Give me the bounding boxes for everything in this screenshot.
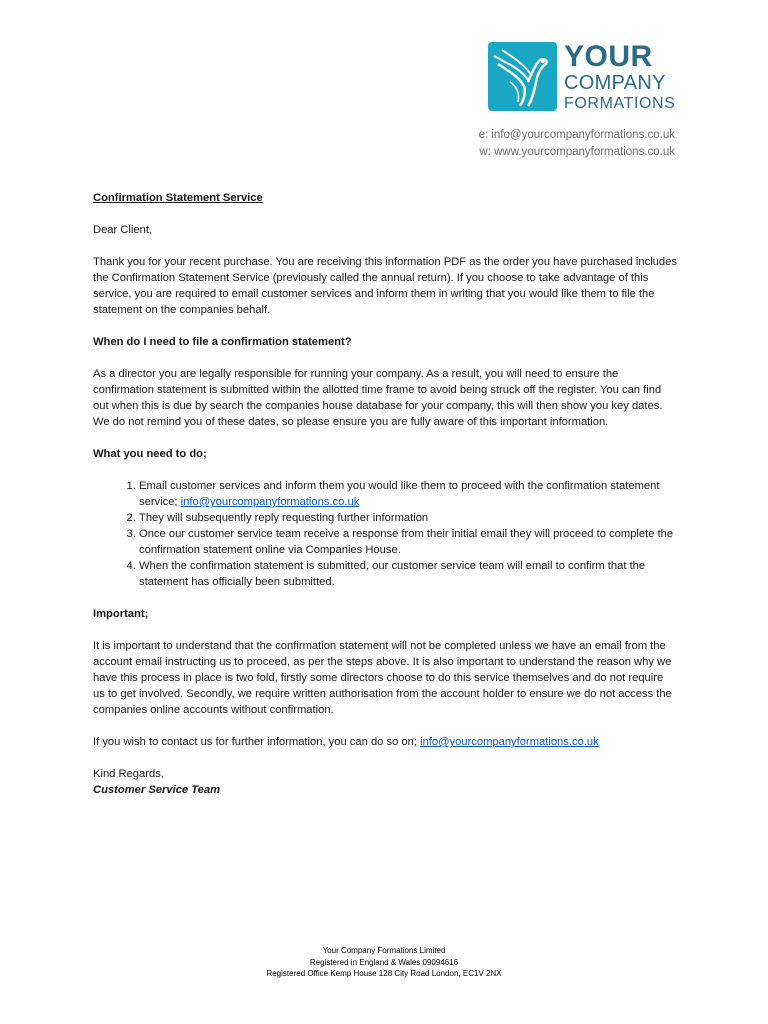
contact-email-link[interactable]: info@yourcompanyformations.co.uk [420,736,599,748]
step4-text: When the confirmation statement is submitted, our customer service team will email to confirm that the statement has officially been submitted. [139,560,646,588]
steps-list [93,478,678,590]
footer-registration: Registered in England & Wales 09094616 [309,957,459,967]
logo-text-formations: FORMATIONS [564,95,676,112]
contact-paragraph [93,734,678,750]
contact-text: If you wish to contact us for further information, you can do so on; [93,736,417,748]
letter-body [93,190,678,798]
filing-heading: When do I need to file a confirmation statement? [93,336,352,348]
step1-text: Email customer services and inform them you would like them to proceed with the confirmation statement service; [139,480,660,508]
list-item [139,510,678,526]
logo-text-company: COMPANY [564,72,666,94]
header-contact [479,127,675,161]
steps-heading: What you need to do; [93,448,207,460]
footer-address: Registered Office Kemp House 128 City Road London, EC1V 2NX [266,969,502,978]
signoff: Kind Regards, [93,768,164,780]
greeting: Dear Client, [93,224,153,236]
phoenix-icon [488,42,557,111]
header-email: e: info@yourcompanyformations.co.uk [478,129,675,141]
important-paragraph: It is important to understand that the confirmation statement will not be completed unless we have an email from the account email instructing us to proceed, as per the steps above. It is also important to understand the reason why we have this process in place is two fold, firstly some directors choose to do this service themselves and do not require us to get involved. Secondly, we require written authorisation from the account holder to ensure we do not access the companies online accounts without confirmation. [93,640,672,716]
list-item [139,526,678,558]
footer-company-name: Your Company Formations Limited [322,946,446,955]
company-logo [488,42,675,112]
list-item [139,558,678,590]
important-heading: Important; [93,608,149,620]
page-footer [0,945,768,980]
step3-text: Once our customer service team receive a response from their initial email they will proceed to complete the confirmation statement online via Companies House. [139,528,674,556]
email-link[interactable]: info@yourcompanyformations.co.uk [180,496,360,508]
filing-paragraph: As a director you are legally responsible for running your company. As a result, you will need to ensure the confirmation statement is submitted within the allotted time frame to avoid being struck off the register. You can find out when this is due by search the companies house database for your company, this will then show you key dates. We do not remind you of these dates, so please ensure you are fully aware of this important information. [93,368,663,428]
document-title: Confirmation Statement Service [93,192,263,204]
intro-paragraph: Thank you for your recent purchase. You are receiving this information PDF as the order you have purchased includes the Confirmation Statement Service (previously called the annual return). If you choose to take advantage of this service, you are required to email customer services and inform them in writing that you would like them to file the statement on the companies behalf. [93,256,677,316]
signature: Customer Service Team [93,784,221,796]
step2-text: They will subsequently reply requesting further information [139,512,429,524]
logo-text-your: YOUR [564,40,653,73]
header-website: w: www.yourcompanyformations.co.uk [479,146,675,158]
list-item [139,478,678,510]
